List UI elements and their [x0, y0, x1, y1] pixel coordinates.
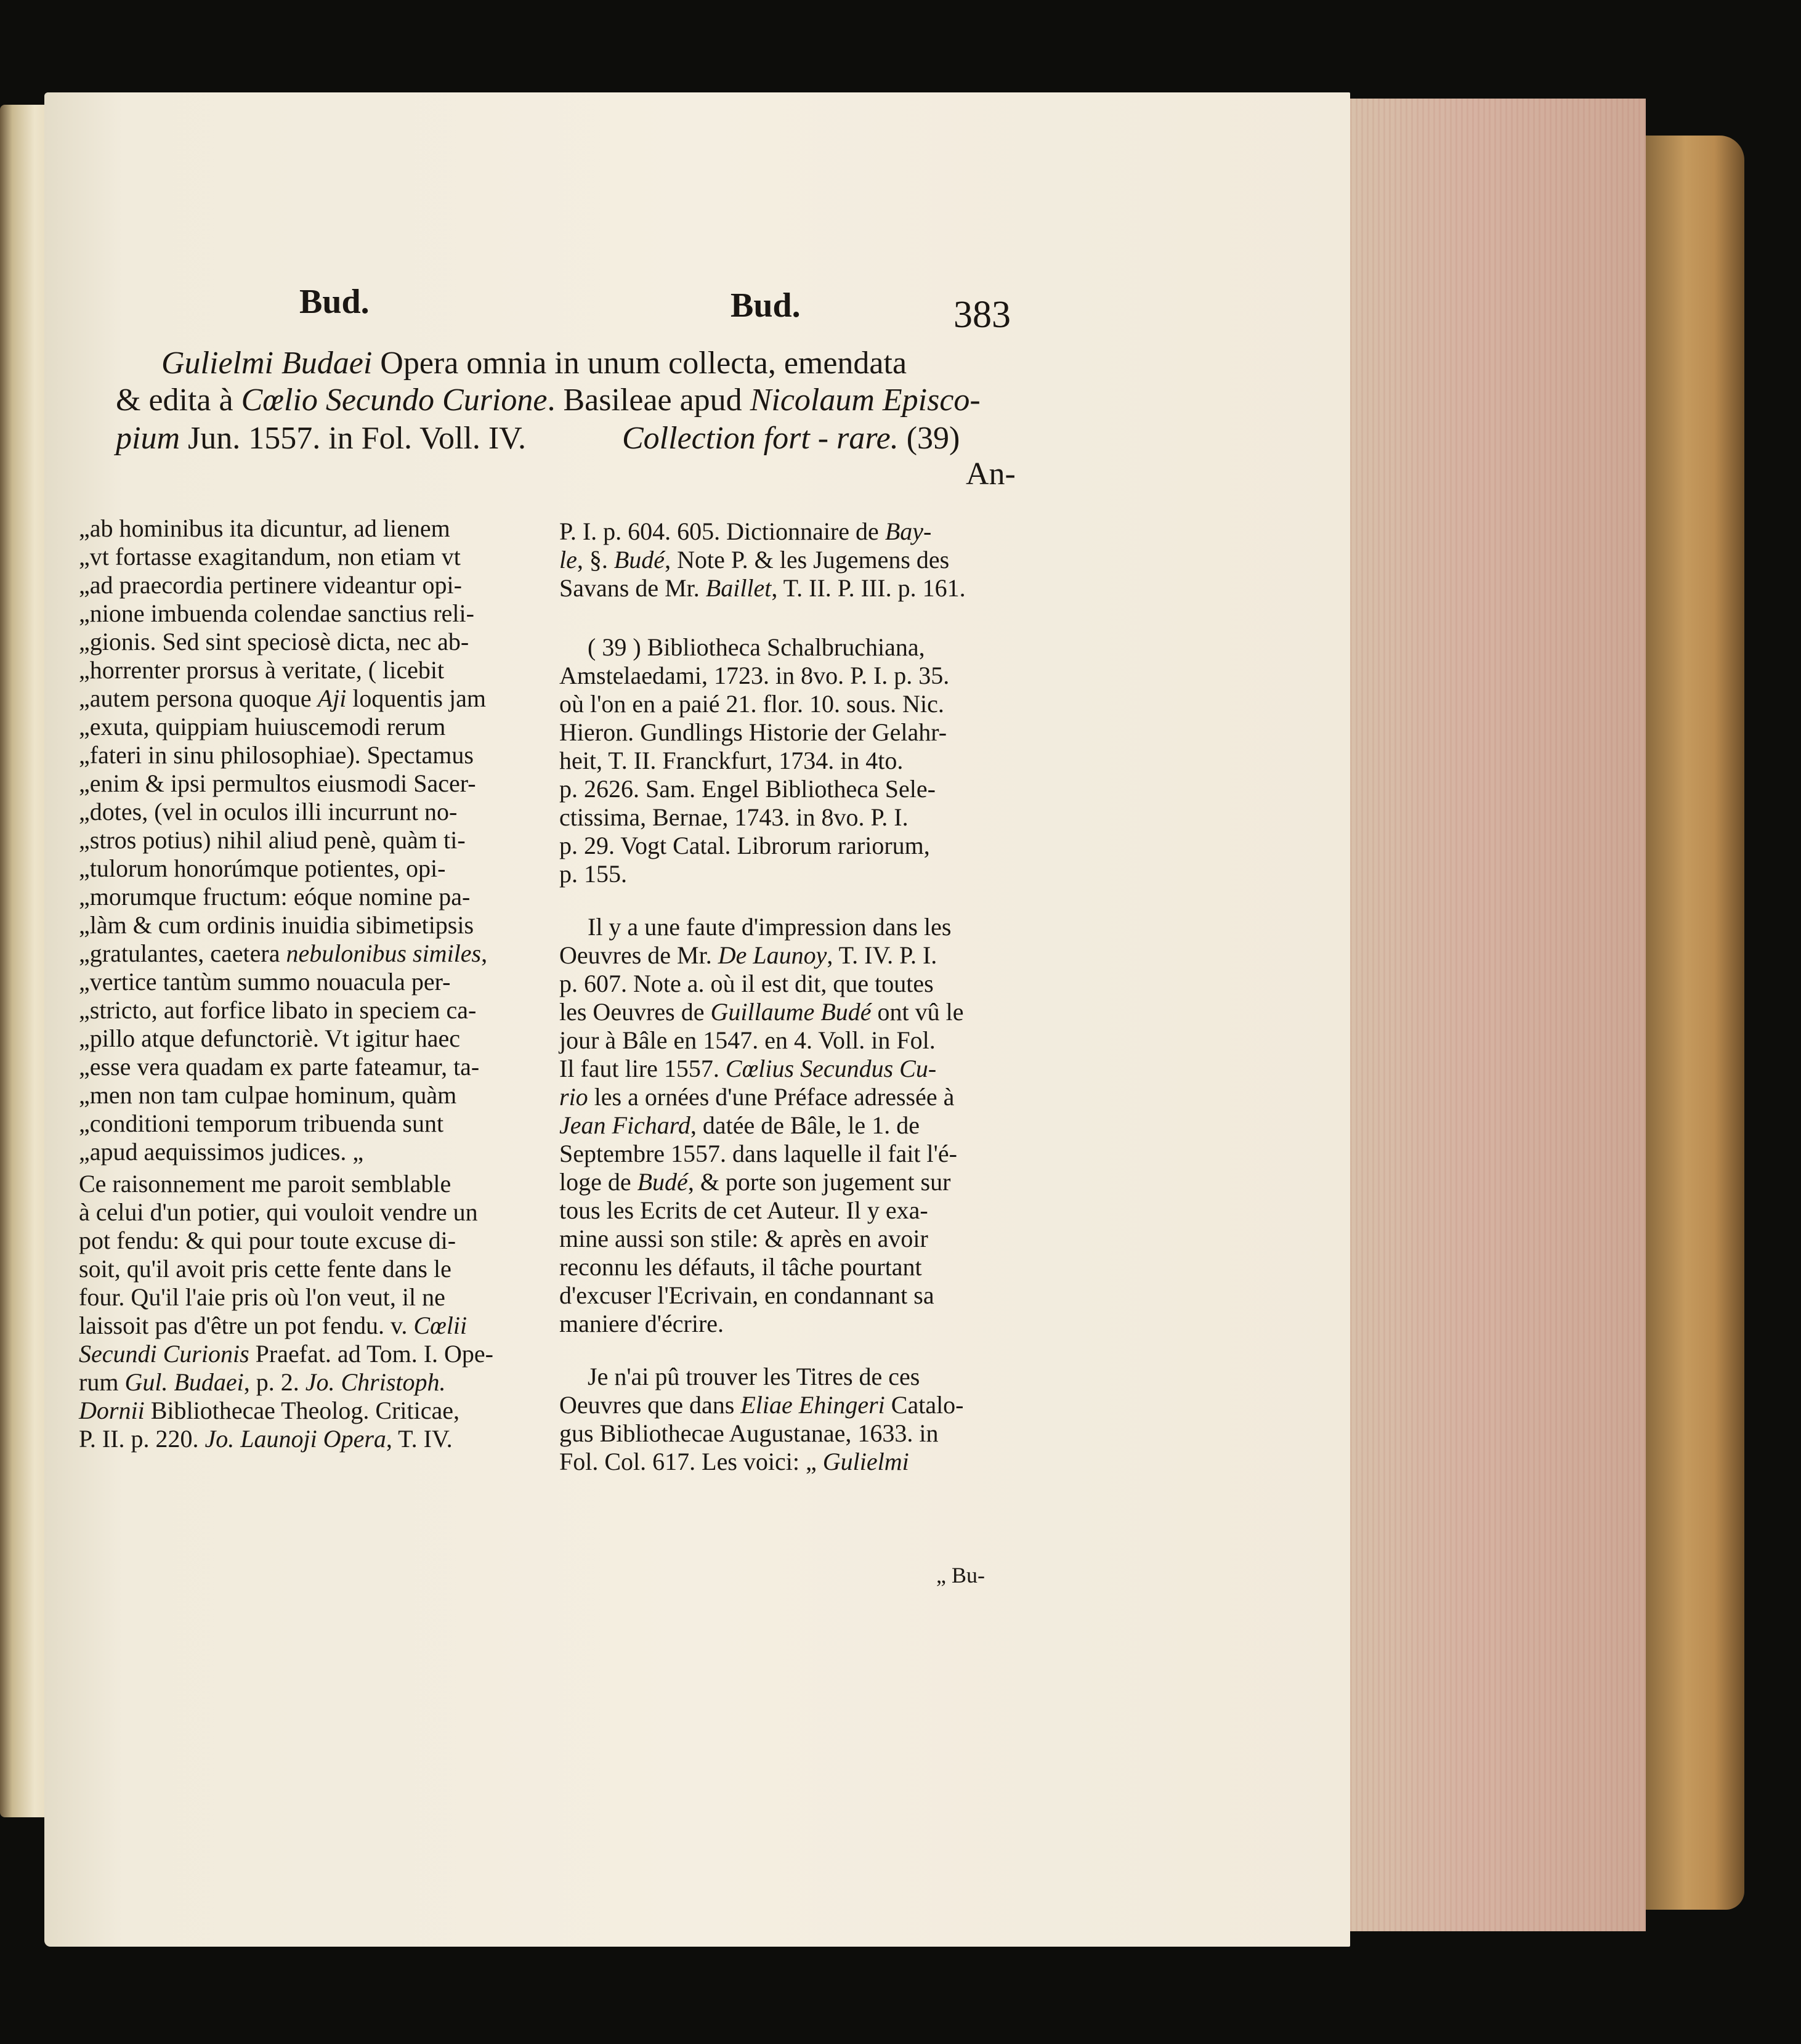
text-line: pot fendu: & qui pour toute excuse di-: [79, 1227, 456, 1254]
text-line: laissoit pas d'être un pot fendu. v. Cœlii: [79, 1312, 467, 1339]
text-line: ctissima, Bernae, 1743. in 8vo. P. I.: [559, 803, 909, 831]
text-line: „tulorum honorúmque potientes, opi-: [79, 854, 446, 882]
text-line: heit, T. II. Franckfurt, 1734. in 4to.: [559, 747, 904, 774]
text-line: Oeuvres de Mr. De Launoy, T. IV. P. I.: [559, 941, 937, 969]
text-line: „esse vera quadam ex parte fateamur, ta-: [79, 1053, 480, 1081]
text-line: jour à Bâle en 1547. en 4. Voll. in Fol.: [559, 1026, 936, 1054]
text-line: Il faut lire 1557. Cœlius Secundus Cu-: [559, 1055, 937, 1082]
page-number: 383: [953, 294, 1011, 336]
text-line: loge de Budé, & porte son jugement sur: [559, 1168, 951, 1196]
text-line: Jean Fichard, datée de Bâle, le 1. de: [559, 1111, 920, 1139]
text-line: Septembre 1557. dans laquelle il fait l'é-: [559, 1140, 957, 1167]
title-line-3-note: Collection fort - rare. (39): [622, 421, 960, 456]
text-line: d'excuser l'Ecrivain, en condannant sa: [559, 1281, 934, 1309]
text-line: soit, qu'il avoit pris cette fente dans le: [79, 1255, 451, 1283]
text-line: „morumque fructum: eóque nomine pa-: [79, 883, 471, 910]
text-line: „horrenter prorsus à veritate, ( licebit: [79, 656, 445, 684]
text-line: „exuta, quippiam huiuscemodi rerum: [79, 713, 446, 740]
text-line: gus Bibliothecae Augustanae, 1633. in: [559, 1419, 939, 1447]
text-line: ( 39 ) Bibliotheca Schalbruchiana,: [588, 633, 925, 661]
text-line: „làm & cum ordinis inuidia sibimetipsis: [79, 911, 474, 939]
title-line-1: Gulielmi Budaei Opera omnia in unum collecta, emendata: [161, 346, 907, 381]
text-line: „autem persona quoque Aji loquentis jam: [79, 684, 486, 712]
text-line: p. 2626. Sam. Engel Bibliotheca Sele-: [559, 775, 936, 803]
text-line: rum Gul. Budaei, p. 2. Jo. Christoph.: [79, 1368, 446, 1396]
text-line: „vertice tantùm summo nouacula per-: [79, 968, 451, 996]
text-line: „dotes, (vel in oculos illi incurrunt no-: [79, 798, 458, 825]
text-line: Il y a une faute d'impression dans les: [588, 913, 952, 941]
text-line: „enim & ipsi permultos eiusmodi Sacer-: [79, 769, 476, 797]
text-line: „apud aequissimos judices. „: [79, 1138, 364, 1166]
title-line-2: & edita à Cœlio Secundo Curione. Basileae apud Nicolaum Episco-: [116, 383, 981, 418]
text-line: Dornii Bibliothecae Theolog. Criticae,: [79, 1397, 460, 1424]
text-line: tous les Ecrits de cet Auteur. Il y exa-: [559, 1196, 928, 1224]
text-line: „stros potius) nihil aliud penè, quàm ti-: [79, 826, 466, 854]
text-line: „pillo atque defunctoriè. Vt igitur haec: [79, 1024, 461, 1052]
left-column: [79, 514, 493, 1453]
text-line: Je n'ai pû trouver les Titres de ces: [588, 1363, 920, 1390]
text-line: Secundi Curionis Praefat. ad Tom. I. Ope-: [79, 1340, 493, 1368]
right-column: [559, 517, 966, 1476]
title-line-3: pium Jun. 1557. in Fol. Voll. IV.: [116, 421, 527, 456]
text-line: Amstelaedami, 1723. in 8vo. P. I. p. 35.: [559, 662, 950, 689]
text-line: à celui d'un potier, qui vouloit vendre un: [79, 1198, 478, 1226]
text-line: rio les a ornées d'une Préface adressée à: [559, 1083, 955, 1111]
text-line: mine aussi son stile: & après en avoir: [559, 1225, 928, 1252]
title-catchword: An-: [966, 456, 1016, 492]
text-line: P. I. p. 604. 605. Dictionnaire de Bay-: [559, 517, 932, 545]
text-line: p. 155.: [559, 860, 627, 888]
text-line: où l'on en a paié 21. flor. 10. sous. Nic.: [559, 690, 944, 718]
text-line: les Oeuvres de Guillaume Budé ont vû le: [559, 998, 964, 1026]
text-line: reconnu les défauts, il tâche pourtant: [559, 1253, 922, 1281]
text-line: „ad praecordia pertinere videantur opi-: [79, 571, 462, 599]
leather-cover-edge: [1646, 136, 1744, 1910]
running-head-left: Bud.: [299, 283, 370, 321]
text-line: „men non tam culpae hominum, quàm: [79, 1081, 457, 1109]
text-line: „vt fortasse exagitandum, non etiam vt: [79, 543, 461, 570]
text-line: p. 607. Note a. où il est dit, que toutes: [559, 970, 934, 997]
text-line: „fateri in sinu philosophiae). Spectamus: [79, 741, 474, 769]
text-line: Savans de Mr. Baillet, T. II. P. III. p. 161.: [559, 574, 966, 602]
text-line: „ab hominibus ita dicuntur, ad lienem: [79, 514, 450, 542]
text-line: Fol. Col. 617. Les voici: „ Gulielmi: [559, 1448, 909, 1475]
text-line: P. II. p. 220. Jo. Launoji Opera, T. IV.: [79, 1425, 453, 1453]
text-line: p. 29. Vogt Catal. Librorum rariorum,: [559, 832, 930, 859]
text-line: four. Qu'il l'aie pris où l'on veut, il ne: [79, 1283, 445, 1311]
title-author: Gulielmi Budaei: [161, 346, 373, 381]
adjacent-left-page: [0, 105, 49, 1817]
text-line: Oeuvres que dans Eliae Ehingeri Catalo-: [559, 1391, 964, 1419]
text-line: le, §. Budé, Note P. & les Jugemens des: [559, 546, 950, 574]
text-line: „conditioni temporum tribuenda sunt: [79, 1109, 444, 1137]
text-line: „gratulantes, caetera nebulonibus similes,: [79, 939, 488, 967]
page-fore-edge: [1350, 99, 1646, 1931]
running-head-center: Bud.: [731, 286, 801, 325]
right-catchword: „ Bu-: [936, 1563, 985, 1588]
text-line: Hieron. Gundlings Historie der Gelahr-: [559, 718, 947, 746]
text-line: „gionis. Sed sint speciosè dicta, nec ab-: [79, 628, 469, 655]
text-line: „stricto, aut forfice libato in speciem ca-: [79, 996, 477, 1024]
text-line: maniere d'écrire.: [559, 1310, 724, 1337]
text-line: „nione imbuenda colendae sanctius reli-: [79, 599, 474, 627]
text-line: Ce raisonnement me paroit semblable: [79, 1170, 451, 1198]
